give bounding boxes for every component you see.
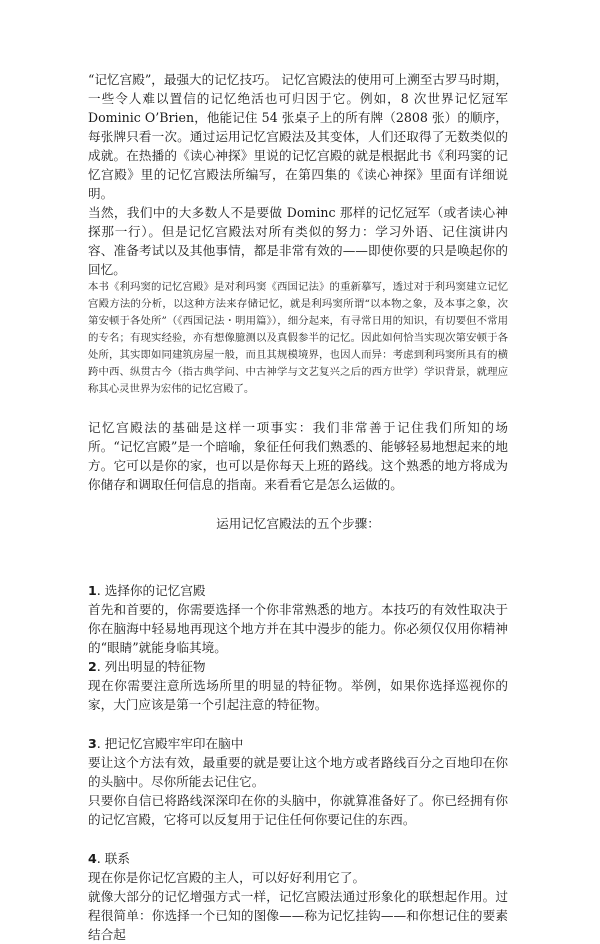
intro-paragraph-3: 本书《利玛窦的记忆宫殿》是对利玛窦《西国记法》的重新摹写，透过对于利玛窦建立记忆宫殿方法的分析，以这种方法来存储记忆，就是利玛窦所谓“以本物之象，及本事之象，次第安顿于各处所”（《西国记法・明用篇》），细分起来，有寻常日用的知识，有切要但不常用的专名；有现实经验，亦有想像臆测以及真假参半的记忆。因此如何恰当实现次第安顿于各处所，其实即如同建筑房屋一般，而且其规模境界，也因人而异：考虑到利玛窦所具有的横跨中西、纵贯古今（指古典学问、中古神学与文艺复兴之后的西方世学）学识背景，就理应称其心灵世界为宏伟的记忆宫殿了。 — [88, 281, 508, 395]
step-title: . 把记忆宫殿牢牢印在脑中 — [96, 736, 244, 751]
spacer — [88, 714, 508, 734]
spacer — [88, 494, 508, 514]
spacer — [88, 829, 508, 849]
step-3-heading — [88, 734, 508, 753]
step-2-heading — [88, 657, 508, 676]
spacer — [88, 533, 508, 581]
step-1-body: 首先和首要的，你需要选择一个你非常熟悉的地方。本技巧的有效性取决于你在脑海中轻易地再现这个地方并在其中漫步的能力。你必须仅仅用你精神的“眼睛”就能身临其境。 — [88, 602, 508, 655]
step-4-body-2: 就像大部分的记忆增强方式一样，记忆宫殿法通过形象化的联想起作用。过程很简单：你选择一个已知的图像——称为记忆挂钩——和你想记住的要素结合起 — [88, 889, 508, 942]
step-number: 3 — [88, 736, 97, 751]
step-1-heading — [88, 581, 508, 600]
intro-paragraph-2: 当然，我们中的大多数人不是要做 Dominc 那样的记忆冠军（或者读心神探那一行）。但是记忆宫殿法对所有类似的努力：学习外语、记住演讲内容、准备考试以及其他事情，都是非常有效的——即使你要的只是唤起你的回忆。 — [88, 205, 508, 277]
step-4-heading — [88, 849, 508, 868]
step-title: . 联系 — [96, 851, 130, 866]
step-3-body-2: 只要你自信已将路线深深印在你的头脑中，你就算准备好了。你已经拥有你的记忆宫殿，它将可以反复用于记住任何你要记住的东西。 — [88, 793, 508, 827]
step-title: . 列出明显的特征物 — [96, 659, 206, 674]
spacer — [88, 398, 508, 418]
steps-title: 运用记忆宫殿法的五个步骤： — [216, 516, 380, 531]
step-2-body: 现在你需要注意所选场所里的明显的特征物。举例，如果你选择巡视你的家，大门应该是第一个引起注意的特征物。 — [88, 678, 508, 712]
basis-paragraph: 记忆宫殿法的基础是这样一项事实：我们非常善于记住我们所知的场所。“记忆宫殿”是一个暗喻，象征任何我们熟悉的、能够轻易地想起来的地方。它可以是你的家，也可以是你每天上班的路线。这个熟悉的地方将成为你储存和调取任何信息的指南。来看看它是怎么运做的。 — [88, 420, 508, 492]
step-number: 4 — [88, 851, 97, 866]
document-page — [88, 70, 508, 944]
step-number: 2 — [88, 659, 97, 674]
intro-paragraph-1: “记忆宫殿”，最强大的记忆技巧。 记忆宫殿法的使用可上溯至古罗马时期，一些令人难以置信的记忆绝活也可归因于它。例如，8 次世界记忆冠军 Dominic O’Brien，他能记住 54 张桌子上的所有牌（2808 张）的顺序，每张牌只看一次。通过运用记忆宫殿法及其变体，人们还取得了无数类似的成就。在热播的《读心神探》里说的记忆宫殿的就是根据此书《利玛窦的记忆宫殿》里的记忆宫殿法所编写，在第四集的《读心神探》里面有详细说明。 — [88, 72, 508, 201]
step-3-body: 要让这个方法有效，最重要的就是要让这个地方或者路线百分之百地印在你的头脑中。尽你所能去记住它。 — [88, 755, 508, 789]
step-title: . 选择你的记忆宫殿 — [96, 583, 206, 598]
step-number: 1 — [88, 583, 97, 598]
step-4-body: 现在你是你记忆宫殿的主人，可以好好利用它了。 — [88, 870, 366, 885]
